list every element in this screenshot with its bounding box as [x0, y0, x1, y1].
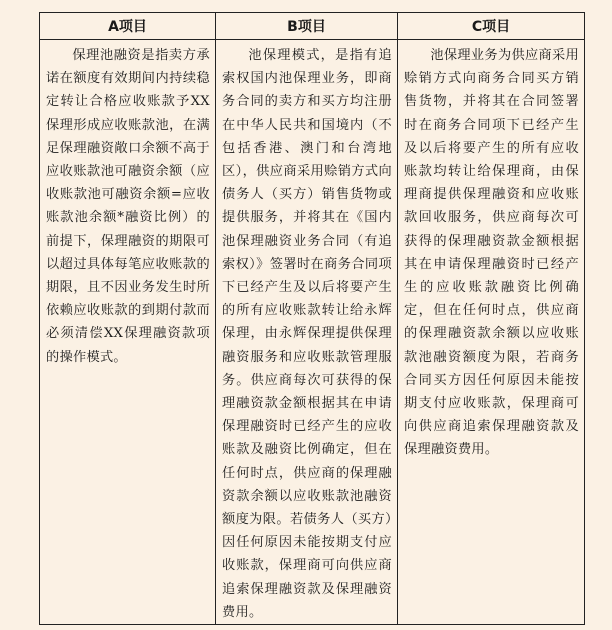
header-row	[40, 13, 585, 40]
cell-project-c: 池保理业务为供应商采用赊销方式向商务合同买方销售货物，并将其在合同签署时在商务合同项下已经产生及以后将要产生的所有应收账款均转让给保理商，由保理商提供保理融资和应收账款回收服务，供应商每次可获得的保理融资款金额根据其在申请保理融资时已经产生的应收账款融资比例确定，但在任何时点，供应商的保理融资款余额以应收账款池融资额度为限，若商务合同买方因任何原因未能按期支付应收账款，保理商可向供应商追索保理融资款及保理融资费用。	[398, 40, 585, 625]
header-project-c: C项目	[398, 13, 585, 40]
comparison-table	[39, 12, 585, 625]
header-project-b: B项目	[216, 13, 398, 40]
cell-project-a: 保理池融资是指卖方承诺在额度有效期间内持续稳定转让合格应收账款予XX保理形成应收账款池，在满足保理融资敞口余额不高于应收账款池可融资余额（应收账款池可融资余额=应收账款池余额*融资比例）的前提下，保理融资的期限可以超过具体每笔应收账款的期限，且不因业务发生时所依赖应收账款的到期付款而必须清偿XX保理融资款项的操作模式。	[40, 40, 216, 625]
header-project-a: A项目	[40, 13, 216, 40]
cell-project-b: 池保理模式，是指有追索权国内池保理业务，即商务合同的卖方和买方均注册在中华人民共和国境内（不包括香港、澳门和台湾地区），供应商采用赊销方式向债务人（买方）销售货物或提供服务，并将其在《国内池保理融资业务合同（有追索权）》签署时在商务合同项下已经产生及以后将要产生的所有应收账款转让给永辉保理，由永辉保理提供保理融资服务和应收账款管理服务。供应商每次可获得的保理融资款金额根据其在申请保理融资时已经产生的应收账款及融资比例确定，但在任何时点，供应商的保理融资款余额以应收账款池融资额度为限。若债务人（买方）因任何原因未能按期支付应收账款，保理商可向供应商追索保理融资款及保理融资费用。	[216, 40, 398, 625]
table-row	[40, 40, 585, 625]
